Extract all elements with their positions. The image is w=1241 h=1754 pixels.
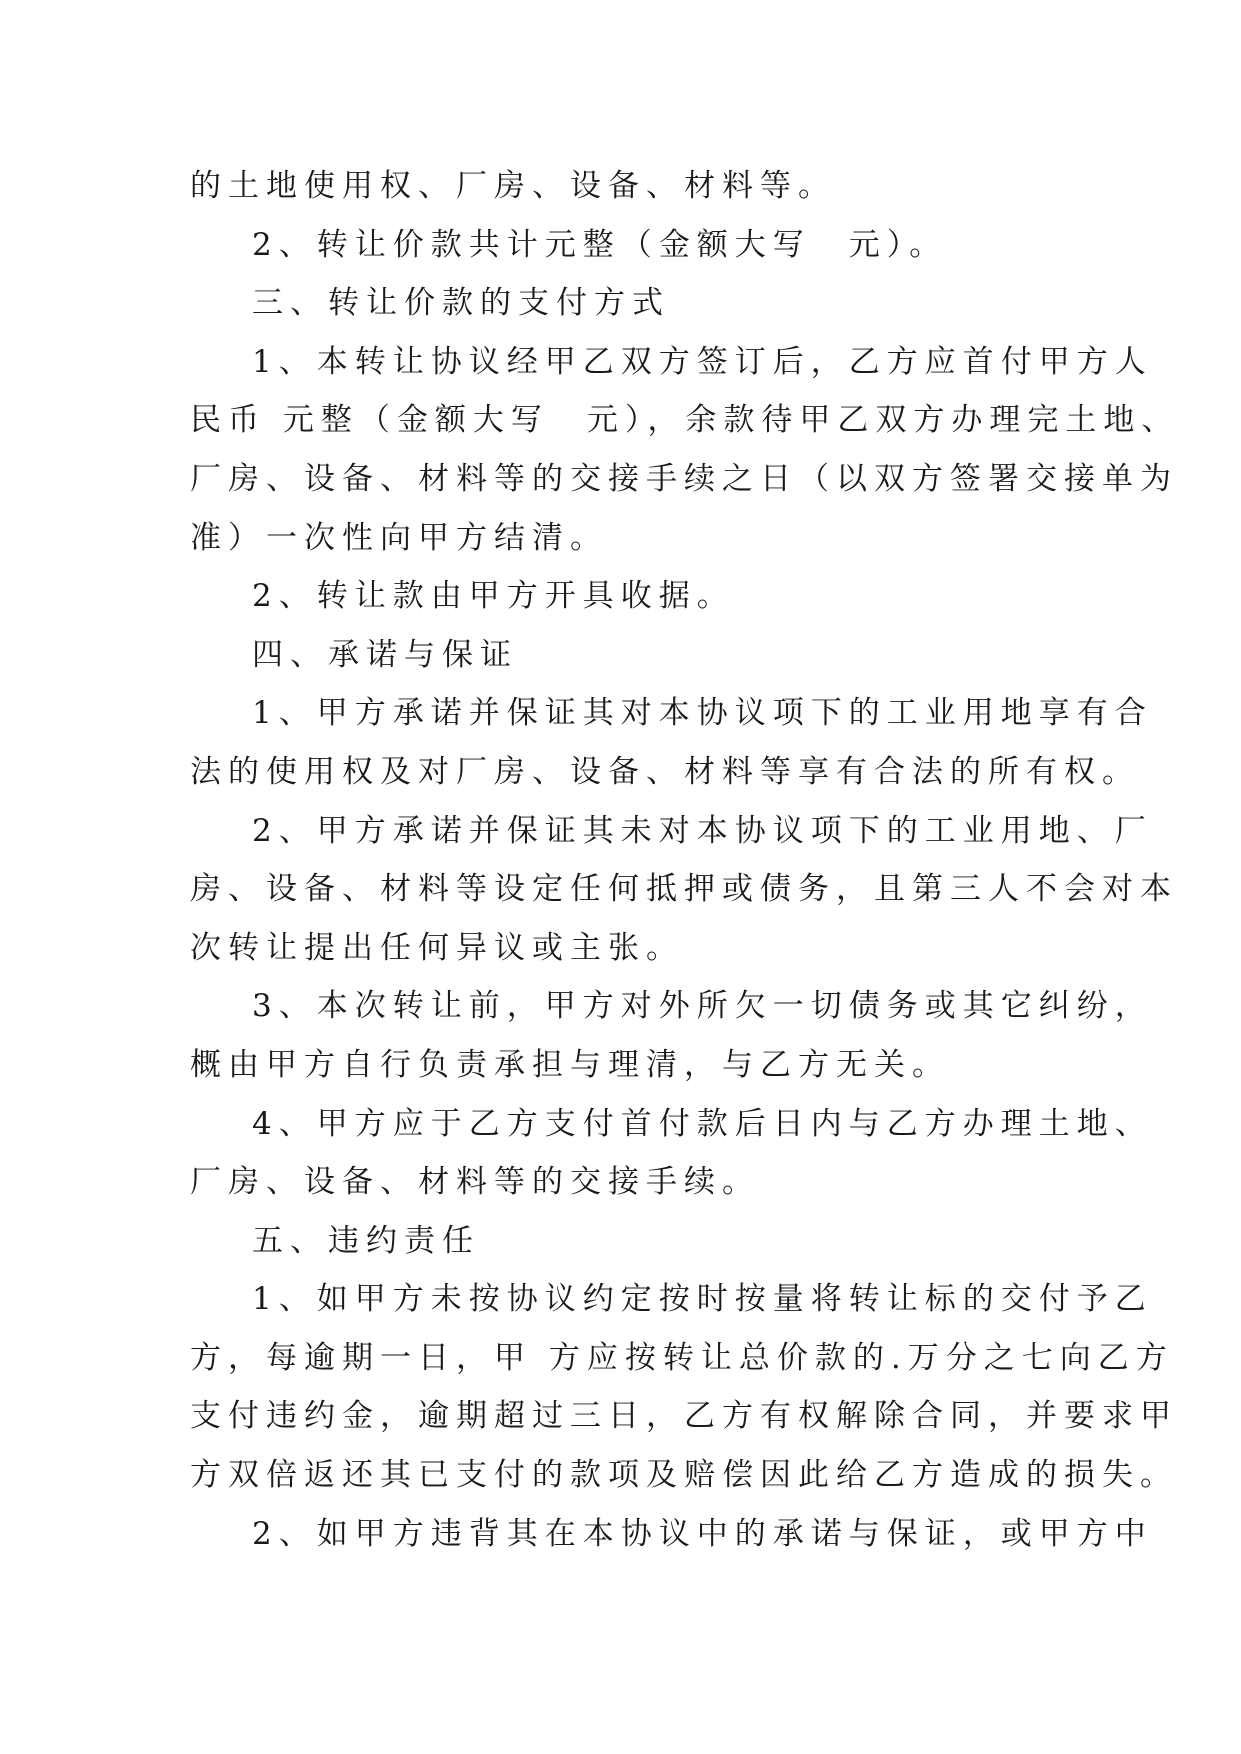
text-line: 准）一次性向甲方结清。	[190, 519, 608, 556]
text-line: 2、转让款由甲方开具收据。	[252, 578, 735, 615]
text-line: 民币 元整（金额大写 元），余款待甲乙双方办理完土地、	[190, 402, 1180, 439]
section-heading: 五、违约责任	[252, 1222, 480, 1259]
text-line: 1、如甲方未按协议约定按时按量将转让标的交付予乙	[252, 1281, 1153, 1318]
text-line: 3、本次转让前，甲方对外所欠一切债务或其它纠纷，	[252, 988, 1153, 1025]
text-line: 2、转让价款共计元整（金额大写 元）。	[252, 226, 948, 263]
section-heading: 四、承诺与保证	[252, 636, 518, 673]
text-line: 方，每逾期一日，甲 方应按转让总价款的.万分之七向乙方	[190, 1339, 1174, 1376]
text-line: 1、本转让协议经甲乙双方签订后，乙方应首付甲方人	[252, 343, 1153, 380]
text-line: 4、甲方应于乙方支付首付款后日内与乙方办理土地、	[252, 1105, 1153, 1142]
text-line: 法的使用权及对厂房、设备、材料等享有合法的所有权。	[190, 753, 1140, 790]
text-line: 的土地使用权、厂房、设备、材料等。	[190, 168, 836, 204]
document-body	[190, 157, 1180, 1563]
text-line: 支付违约金，逾期超过三日，乙方有权解除合同，并要求甲	[190, 1398, 1178, 1435]
text-line: 次转让提出任何异议或主张。	[190, 929, 684, 966]
text-line: 2、甲方承诺并保证其未对本协议项下的工业用地、厂	[252, 812, 1153, 849]
text-line: 厂房、设备、材料等的交接手续。	[190, 1164, 760, 1201]
text-line: 概由甲方自行负责承担与理清，与乙方无关。	[190, 1046, 950, 1083]
text-line: 房、设备、材料等设定任何抵押或债务，且第三人不会对本	[190, 871, 1178, 908]
text-line: 1、甲方承诺并保证其对本协议项下的工业用地享有合	[252, 695, 1153, 732]
text-line: 厂房、设备、材料等的交接手续之日（以双方签署交接单为	[190, 460, 1178, 497]
text-line: 2、如甲方违背其在本协议中的承诺与保证，或甲方中	[252, 1515, 1153, 1552]
section-heading: 三、转让价款的支付方式	[252, 285, 670, 322]
text-line: 方双倍返还其已支付的款项及赔偿因此给乙方造成的损失。	[190, 1457, 1178, 1494]
